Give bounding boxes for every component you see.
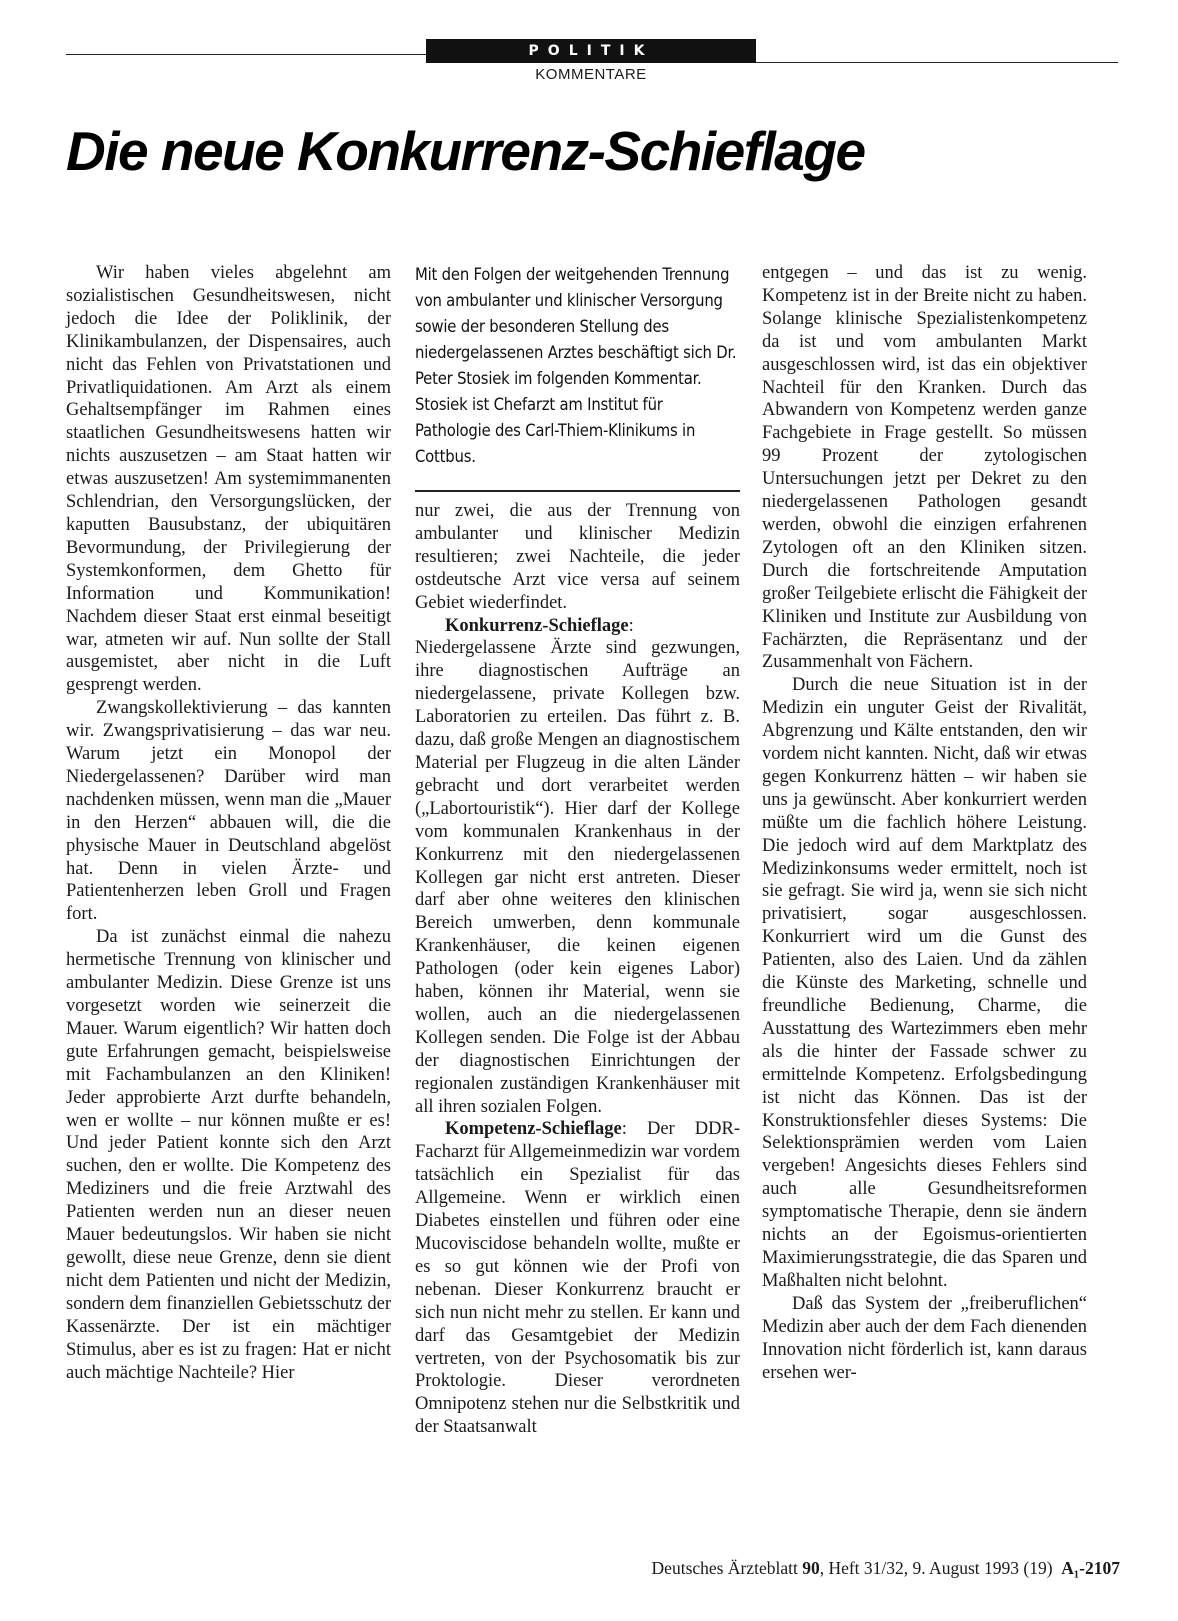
paragraph: entgegen – und das ist zu wenig. Kompetenz ist in der Breite nicht zu haben. Solange klinische Spezialistenkompetenz da ist und vom ambulanten Markt ausgeschlossen wird, ist das ein objektiver Nachteil für den Kranken. Durch das Abwandern von Kompetenz werden ganze Fachgebiete in Frage gestellt. So müssen 99 Prozent der zytologischen Untersuchungen jetzt per Dekret zu den niedergelassenen Pathologen gesandt werden, obwohl die einzigen erfahrenen Zytologen oft an den Kliniken sitzen. Durch die fortschreitende Amputation großer Teilgebiete erlischt die Fähigkeit der Kliniken und Institute zur Ausbildung von Fachärzten, die Repräsentanz und der Zusammenhalt von Fächern. (762, 263, 1087, 673)
subheading: Kompetenz-Schieflage (445, 1119, 622, 1140)
paragraph-text: : Der DDR-Facharzt für Allgemeinmedizin war vordem tatsächlich ein Spezialist für das Allgemeine. Wenn er wirklich einen Diabetes einstellen und führen oder eine Mucoviscidose behandeln wollte, mußte er es so gut können wie der Profi von nebenan. Dieser Konkurrenz braucht er sich nun nicht mehr zu stellen. Er kann und darf das Gesamtgebiet der Medizin vertreten, von der Psychosomatik bis zur Proktologie. Dieser verordneten Omnipotenz stehen nur die Selbstkritik und der Staatsanwalt (415, 1119, 740, 1438)
section-label: POLITIK (426, 39, 756, 63)
subsection-label: KOMMENTARE (535, 66, 647, 83)
article-intro: Mit den Folgen der weitgehenden Trennung von ambulanter und klinischer Versorgung sowie der besonderen Stellung des niedergelassenen Arztes beschäftigt sich Dr. Peter Stosiek im folgenden Kommentar. Stosiek ist Chefarzt am Institut für Pathologie des Carl-Thiem-Klinikums in Cottbus. (415, 265, 737, 466)
paragraph: nur zwei, die aus der Trennung von ambulanter und klinischer Medizin resultieren; zwei Nachteile, die jeder ostdeutsche Arzt vice versa auf seinem Gebiet wiederfindet. (415, 501, 740, 613)
header-rule-right (756, 62, 1118, 63)
paragraph: Da ist zunächst einmal die nahezu hermetische Trennung von klinischer und ambulanter Medizin. Diese Grenze ist uns vorgesetzt worden wie seinerzeit die Mauer. Warum eigentlich? Wir hatten doch gute Erfahrungen gemacht, beispielsweise mit Fachambulanzen an den Kliniken! Jeder approbierte Arzt durfte behandeln, wen er wollte – nur können mußte er es! Und jeder Patient konnte sich den Arzt suchen, den er wollte. Die Kompetenz des Mediziners und die freie Arztwahl des Patienten werden nun an dieser neuen Mauer bedeutungslos. Wir haben sie nicht gewollt, diese neue Grenze, denn sie dient nicht dem Patienten und nicht der Medizin, sondern dem finanziellen Gebietsschutz der Kassenärzte. Der ist ein mächtiger Stimulus, aber es ist zu fragen: Hat er nicht auch mächtige Nachteile? Hier (66, 927, 391, 1383)
journal-issue: , Heft 31/32, 9. August 1993 (19) (819, 1558, 1053, 1578)
paragraph (415, 615, 740, 1119)
paragraph: Daß das System der „freiberuflichen“ Medizin aber auch der dem Fach dienenden Innovation nicht förderlich ist, kann daraus ersehen wer- (762, 1293, 1087, 1383)
journal-name: Deutsches Ärzteblatt (651, 1558, 798, 1578)
intro-divider (415, 490, 740, 492)
column-3 (762, 262, 1087, 1384)
paragraph-text: : Niedergelassene Ärzte sind gezwungen, ihre diagnostischen Aufträge an niedergelassene, private Kollegen bzw. Laboratorien zu erteilen. Das führt z. B. dazu, daß große Mengen an diagnostischem Material per Flugzeug in die alten Länder gebracht und dort verarbeitet werden („Labortouristik“). Hier darf der Kollege vom kommunalen Krankenhaus in der Konkurrenz mit den niedergelassenen Kollegen gar nicht erst antreten. Dieser darf aber ohne weiteres den klinischen Bereich umwerben, denn kommunale Krankenhäuser, die keinen eigenen Pathologen (oder kein eigenes Labor) haben, können ihr Material, wenn sie wollen, auch an die niedergelassenen Kollegen senden. Die Folge ist der Abbau der diagnostischen Einrichtungen der regionalen zuständigen Krankenhäuser mit all ihren sozialen Folgen. (415, 615, 740, 1117)
paragraph: Zwangskollektivierung – das kannten wir. Zwangsprivatisierung – das war neu. Warum jetzt ein Monopol der Niedergelassenen? Darüber wird man nachdenken müssen, wenn man die „Mauer in den Herzen“ abbauen will, die die physische Mauer in Deutschland abgelöst hat. Denn in vielen Ärzte- und Patientenherzen leben Groll und Fragen fort. (66, 698, 391, 925)
column-1 (66, 262, 391, 1384)
journal-volume: 90 (802, 1558, 820, 1578)
subheading: Konkurrenz-Schieflage (445, 615, 629, 636)
paragraph (415, 1118, 740, 1439)
page-footer (540, 1558, 1120, 1579)
page-number: A₁-2107 (1061, 1558, 1120, 1578)
article-title: Die neue Konkurrenz-Schieflage (66, 120, 865, 182)
paragraph: Durch die neue Situation ist in der Medizin ein unguter Geist der Rivalität, Abgrenzung und Kälte entstanden, den wir vordem nicht kannten. Nicht, daß wir etwas gegen Konkurrenz hätten – wir haben sie uns ja gewünscht. Aber konkurriert werden müßte um die fachlich höhere Leistung. Die jedoch wird auf dem Marktplatz des Medizinkonsums weder ermittelt, noch ist sie gefragt. Sie wird ja, wenn sie sich nicht privatisiert, sogar ausgeschlossen. Konkurriert wird um die Gunst des Patienten, also des Laien. Und da zählen die Künste des Marketing, schnelle und freundliche Bedienung, Charme, die Ausstattung des Wartezimmers eben mehr als die hinter der Fassade schwer zu ermittelnde Kompetenz. Erfolgsbedingung ist nicht das Können. Das ist der Konstruktionsfehler dieses Systems: Die Selektionsprämien werden vom Laien vergeben! Angesichts dieses Fehlers sind auch alle Gesundheitsreformen symptomatische Therapie, denn sie ändern nichts an der Egoismus-orientierten Maximierungsstrategie, die das Sparen und Maßhalten nicht belohnt. (762, 675, 1087, 1291)
column-2 (415, 262, 740, 1439)
header-rule-left (66, 54, 426, 55)
paragraph: Wir haben vieles abgelehnt am sozialistischen Gesundheitswesen, nicht jedoch die Idee der Poliklinik, der Klinikambulanzen, der Dispensaires, auch nicht das Fehlen von Privatstationen und Privatliquidationen. Am Arzt als einem Gehaltsempfänger im Rahmen eines staatlichen Gesundheitswesens hatten wir nichts auszusetzen – am Staat hatten wir etwas auszusetzen! Am systemimmanenten Schlendrian, den Versorgungslücken, der kaputten Bausubstanz, der ubiquitären Bevormundung, der Privilegierung der Systemkonformen, dem Ghetto für Information und Kommunikation! Nachdem dieser Staat erst einmal beseitigt war, atmeten wir auf. Nun sollte der Stall ausgemistet, aber nicht in die Luft gesprengt werden. (66, 263, 391, 696)
